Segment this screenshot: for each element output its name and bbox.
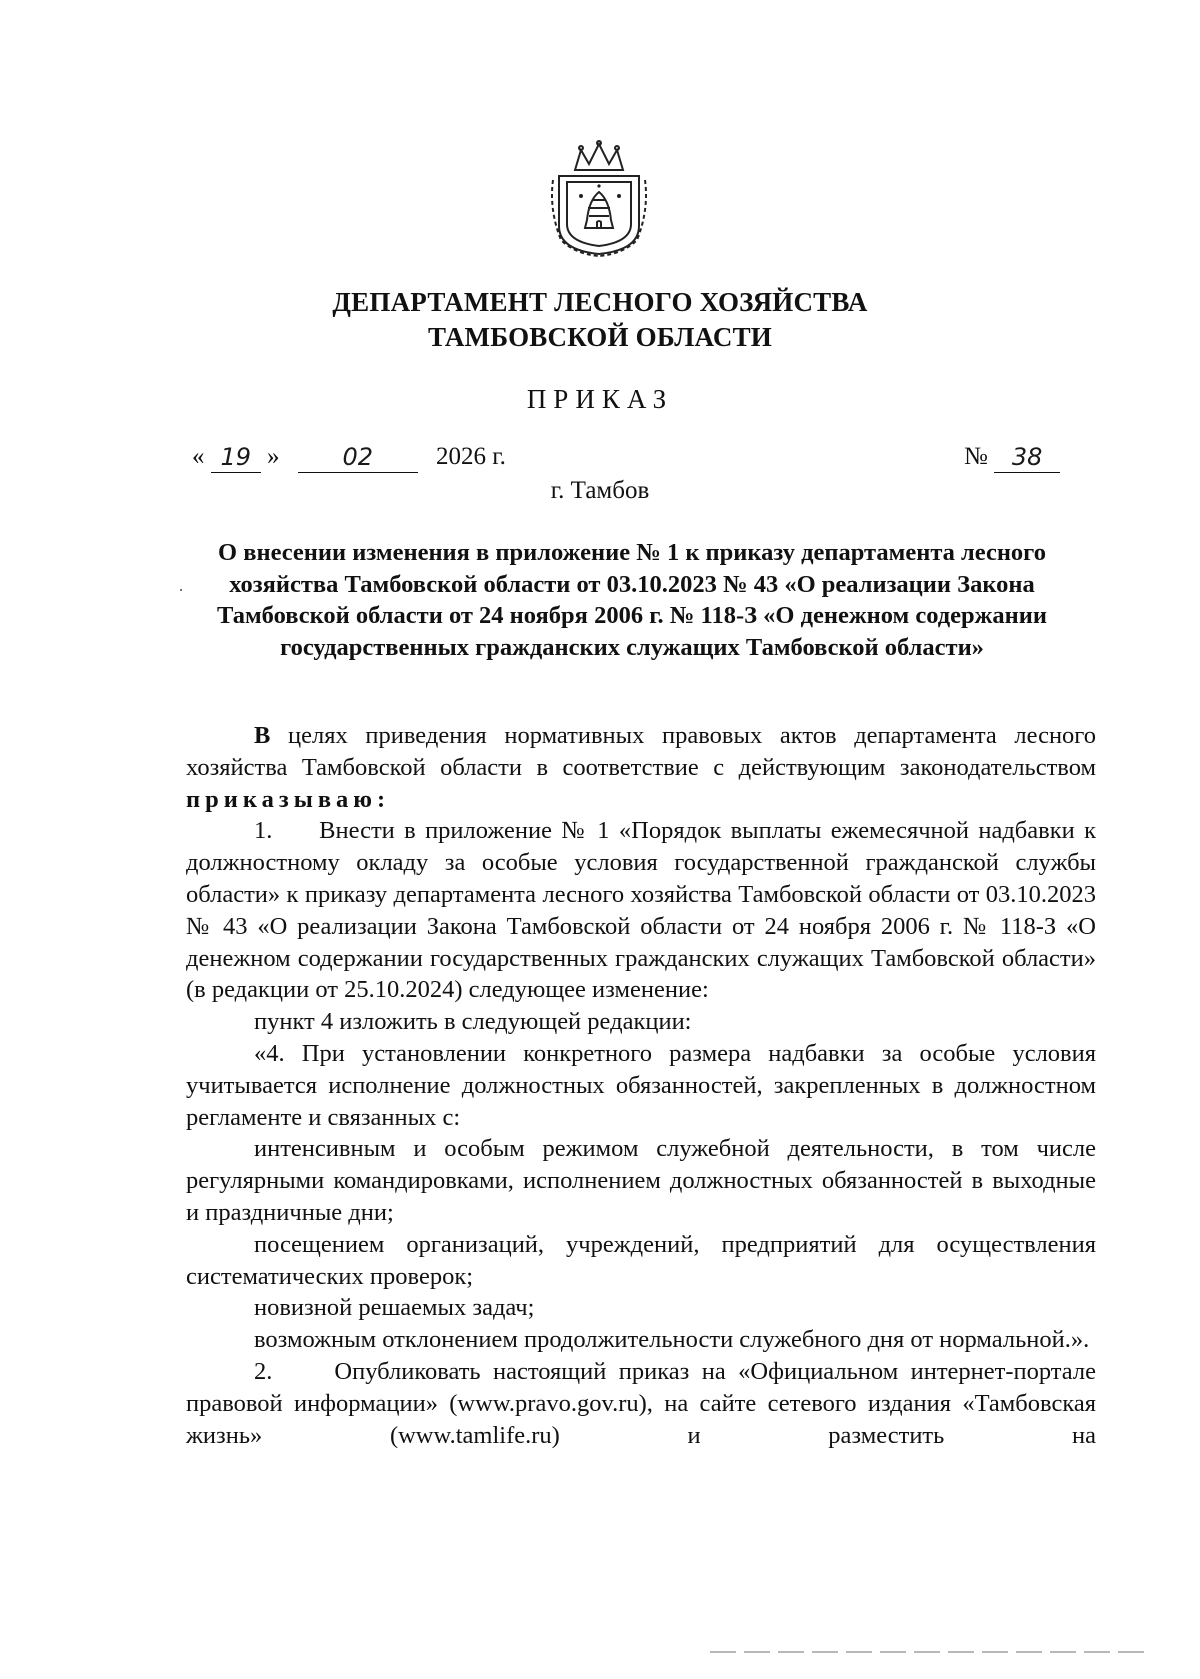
order-body — [186, 720, 1096, 1451]
body-paragraph-condition-4: возможным отклонением продолжительности служебного дня от нормальной.». — [254, 1326, 1090, 1354]
order-number — [964, 442, 1060, 473]
scan-artifact-line — [710, 1651, 1150, 1653]
body-paragraph-condition-3: новизной решаемых задач; — [254, 1294, 535, 1322]
body-paragraph-condition-1: интенсивным и особым режимом служебной деятельности, в том числе регулярными командировками, исполнением должностных обязанностей в выходные и праздничные дни; — [186, 1135, 1096, 1226]
city: г. Тамбов — [550, 477, 650, 504]
date-open-quote: « — [192, 443, 205, 470]
order-heading: О внесении изменения в приложение № 1 к приказу департамента лесного хозяйства Тамбовской области от 03.10.2023 № 43 «О реализации Закона Тамбовской области от 24 ноября 2006 г. № 118-З «О денежном содержании государственных гражданских служащих Тамбовской области» — [216, 539, 1048, 661]
scan-artifact — [180, 589, 182, 591]
preamble-text: целях приведения нормативных правовых актов департамента лесного хозяйства Тамбовской области в соответствие с действующим законодательством — [186, 722, 1096, 781]
body-paragraph-condition-2: посещением организаций, учреждений, предприятий для осуществления систематических проверок; — [186, 1230, 1096, 1290]
date-month-handwritten: 02 — [298, 442, 418, 473]
date-close-quote: » — [267, 443, 280, 470]
department-name-line2: ТАМБОВСКОЙ ОБЛАСТИ — [427, 322, 773, 352]
body-paragraph-preamble — [186, 720, 1096, 815]
preamble-lead: В — [254, 722, 271, 749]
preamble-keyword: приказываю: — [186, 785, 391, 813]
order-number-handwritten: 38 — [994, 442, 1060, 473]
department-name-line1: ДЕПАРТАМЕНТ ЛЕСНОГО ХОЗЯЙСТВА — [332, 287, 868, 317]
body-paragraph-item-2: 2. Опубликовать настоящий приказ на «Официальном интернет-портале правовой информации» (www.pravo.gov.ru), на сайте сетевого издания «Тамбовская жизнь» (www.tamlife.ru) и разместить на — [186, 1357, 1096, 1449]
order-date — [192, 442, 506, 476]
date-year: 2026 г. — [436, 443, 506, 470]
body-paragraph-point-4: «4. При установлении конкретного размера надбавки за особые условия учитывается исполнение должностных обязанностей, закрепленных в должностном регламенте и связанных с: — [186, 1039, 1096, 1131]
document-type: ПРИКАЗ — [526, 384, 674, 414]
date-day-handwritten: 19 — [211, 442, 261, 473]
coat-of-arms-icon — [545, 140, 653, 258]
order-number-label: № — [964, 443, 988, 470]
body-paragraph-amend-intro: пункт 4 изложить в следующей редакции: — [254, 1008, 692, 1036]
body-paragraph-item-1: 1. Внести в приложение № 1 «Порядок выплаты ежемесячной надбавки к должностному окладу за особые условия государственной гражданской службы области» к приказу департамента лесного хозяйства Тамбовской области от 03.10.2023 № 43 «О реализации Закона Тамбовской области от 24 ноября 2006 г. № 118-З «О денежном содержании государственных гражданских служащих Тамбовской области» (в редакции от 25.10.2024) следующее изменение: — [186, 817, 1096, 1004]
